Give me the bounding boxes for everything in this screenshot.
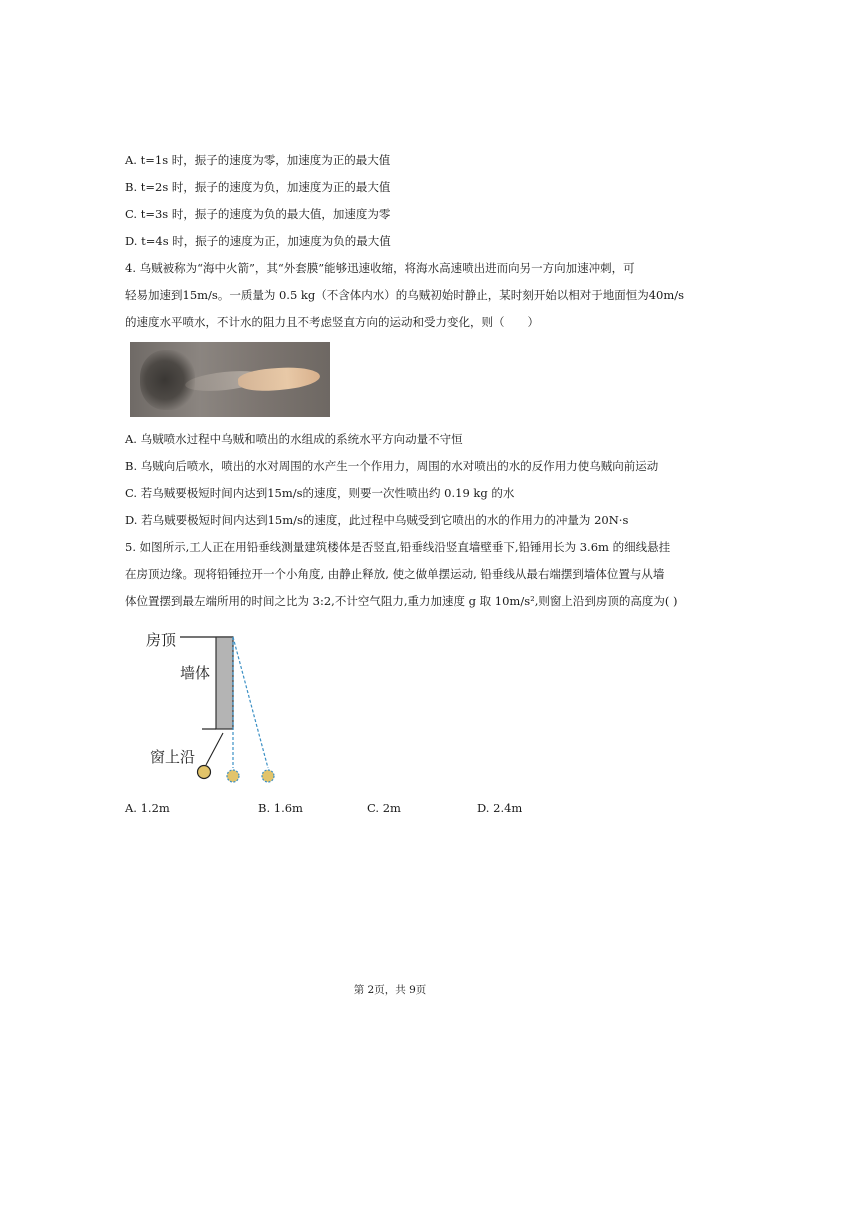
bob-right: [262, 770, 274, 782]
q5-stem-line-1: 5. 如图所示,工人正在用铅垂线测量建筑楼体是否竖直,铅垂线沿竖直墙壁垂下,铅锤用长为 3.6m 的细线悬挂: [125, 540, 671, 554]
q4-stem-line-2: 轻易加速到15m/s。一质量为 0.5 kg（不含体内水）的乌贼初始时静止，某时刻开始以相对于地面恒为40m/s: [125, 288, 685, 302]
bob-left: [198, 766, 211, 779]
q4-option-a: A. 乌贼喷水过程中乌贼和喷出的水组成的系统水平方向动量不守恒: [125, 432, 463, 446]
left-string: [206, 733, 223, 765]
squid-body: [237, 365, 320, 393]
bob-center: [227, 770, 239, 782]
q4-stem-line-1: 4. 乌贼被称为“海中火箭”，其“外套膜”能够迅速收缩，将海水高速喷出进而向另一方向加速冲刺，可: [125, 261, 635, 275]
roof-label: 房顶: [146, 631, 177, 649]
q3-option-b: B. t=2s 时，振子的速度为负，加速度为正的最大值: [125, 180, 391, 194]
squid-photo: [130, 342, 330, 417]
q5-option-c: C. 2m: [367, 801, 401, 815]
q5-option-a: A. 1.2m: [125, 801, 170, 815]
q4-option-c: C. 若乌贼要极短时间内达到15m/s的速度，则要一次性喷出约 0.19 kg 的水: [125, 486, 515, 500]
wall-rect: [216, 637, 233, 729]
q4-stem-line-3: 的速度水平喷水，不计水的阻力且不考虑竖直方向的运动和受力变化，则（ ）: [125, 315, 539, 329]
pendulum-figure: [140, 625, 300, 790]
q4-option-b: B. 乌贼向后喷水，喷出的水对周围的水产生一个作用力，周围的水对喷出的水的反作用力使乌贼向前运动: [125, 459, 659, 473]
q5-option-d: D. 2.4m: [477, 801, 523, 815]
window-label: 窗上沿: [150, 748, 196, 766]
q3-option-c: C. t=3s 时，振子的速度为负的最大值，加速度为零: [125, 207, 391, 221]
q5-stem-line-3: 体位置摆到最左端所用的时间之比为 3:2,不计空气阻力,重力加速度 g 取 10m/s²,则窗上沿到房顶的高度为( ): [125, 594, 678, 608]
q5-stem-line-2: 在房顶边缘。现将铅锤拉开一个小角度, 由静止释放, 使之做单摆运动, 铅垂线从最右端摆到墙体位置与从墙: [125, 567, 665, 581]
right-dashed-string: [233, 637, 268, 768]
q4-option-d: D. 若乌贼要极短时间内达到15m/s的速度，此过程中乌贼受到它喷出的水的作用力的冲量为 20N·s: [125, 513, 629, 527]
page-footer: 第 2页，共 9页: [353, 984, 427, 996]
ink-cloud: [140, 350, 195, 410]
q3-option-a: A. t=1s 时，振子的速度为零，加速度为正的最大值: [125, 153, 391, 167]
q3-option-d: D. t=4s 时，振子的速度为正，加速度为负的最大值: [125, 234, 391, 248]
wall-label: 墙体: [180, 664, 211, 682]
q5-option-b: B. 1.6m: [258, 801, 303, 815]
